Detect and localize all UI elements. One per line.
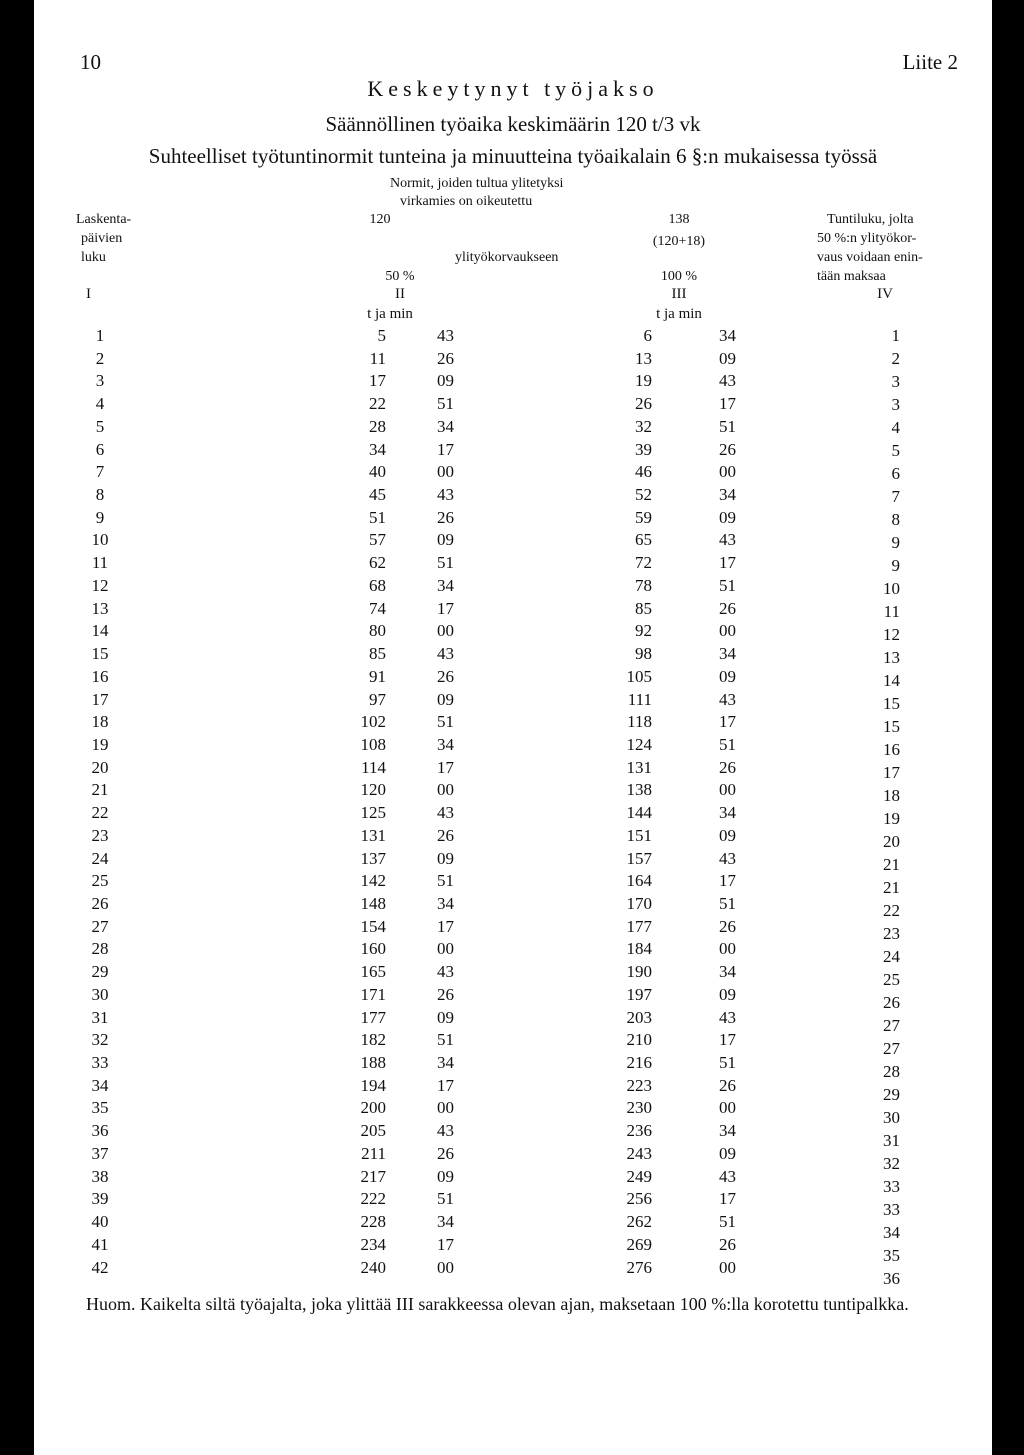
- cell-ii-hours: 74: [369, 598, 386, 618]
- cell-iii-minutes: 00: [719, 1257, 736, 1277]
- cell-ii-hours: 205: [360, 1121, 386, 1141]
- cell-ii-minutes: 17: [437, 1075, 454, 1095]
- cell-iii-minutes: 17: [719, 553, 736, 573]
- cell-iii-minutes: 00: [719, 621, 736, 641]
- cell-day: 42: [91, 1257, 109, 1277]
- cell-ii-hours: 194: [360, 1075, 386, 1095]
- cell-iii-minutes: 34: [719, 644, 736, 664]
- cell-iii-minutes: 09: [719, 1143, 736, 1163]
- col1-header-line3: luku: [81, 250, 106, 265]
- cell-iii-minutes: 34: [719, 326, 736, 345]
- cell-ii-hours: 125: [360, 803, 386, 823]
- document-title: Keskeytynyt työjakso: [367, 76, 659, 101]
- cell-iv-hours: 24: [883, 947, 900, 966]
- cell-iii-hours: 78: [635, 575, 652, 595]
- cell-ii-hours: 80: [369, 621, 386, 641]
- cell-ii-hours: 34: [369, 439, 386, 459]
- cell-day: 33: [91, 1053, 109, 1073]
- cell-ii-minutes: 43: [437, 644, 454, 664]
- cell-day: 27: [91, 916, 109, 936]
- cell-iv-hours: 8: [891, 510, 900, 529]
- cell-iv-hours: 3: [891, 395, 900, 414]
- cell-iii-minutes: 09: [719, 507, 736, 527]
- cell-iii-minutes: 34: [719, 803, 736, 823]
- cell-ii-hours: 114: [361, 757, 386, 777]
- cell-iv-hours: 35: [883, 1246, 900, 1265]
- cell-day: 38: [91, 1166, 109, 1186]
- cell-ii-hours: 228: [360, 1212, 386, 1232]
- cell-iii-minutes: 17: [719, 871, 736, 891]
- cell-day: 3: [95, 371, 105, 391]
- cell-iii-hours: 131: [626, 757, 652, 777]
- cell-ii-minutes: 09: [437, 848, 454, 868]
- cell-iii-hours: 118: [627, 712, 652, 732]
- cell-ii-hours: 108: [360, 734, 386, 754]
- cell-iii-hours: 72: [635, 553, 652, 573]
- cell-iii-hours: 236: [626, 1121, 652, 1141]
- cell-ii-minutes: 00: [437, 462, 454, 482]
- cell-ii-hours: 40: [369, 462, 386, 482]
- cell-ii-hours: 102: [360, 712, 386, 732]
- cell-ii-hours: 45: [369, 485, 386, 505]
- cell-day: 13: [91, 598, 109, 618]
- cell-iv-hours: 6: [891, 464, 900, 483]
- cell-iv-hours: 27: [883, 1039, 900, 1058]
- col1-roman-label: I: [86, 286, 91, 302]
- cell-iv-hours: 28: [883, 1062, 900, 1081]
- cell-iii-hours: 98: [635, 644, 652, 664]
- cell-iv-hours: 15: [883, 717, 900, 736]
- cell-ii-minutes: 26: [437, 348, 454, 368]
- cell-day: 12: [91, 575, 109, 595]
- cell-ii-minutes: 43: [437, 485, 454, 505]
- cell-ii-hours: 51: [369, 507, 386, 527]
- col2-unit-label: t ja min: [367, 306, 413, 322]
- cell-day: 26: [91, 894, 109, 913]
- cell-iii-minutes: 43: [719, 1007, 736, 1027]
- cell-iv-hours: 26: [883, 993, 900, 1012]
- cell-ii-hours: 28: [369, 416, 386, 436]
- col1-header-line1: Laskenta-: [76, 212, 132, 227]
- cell-ii-hours: 17: [369, 371, 386, 391]
- cell-iv-hours: 32: [883, 1154, 900, 1173]
- cell-iii-hours: 190: [626, 962, 652, 982]
- cell-iii-hours: 223: [626, 1075, 652, 1095]
- cell-iii-minutes: 34: [719, 485, 736, 505]
- cell-iv-hours: 11: [883, 602, 900, 621]
- cell-iii-hours: 26: [635, 394, 652, 414]
- cell-ii-minutes: 09: [437, 1166, 454, 1186]
- cell-ii-hours: 182: [360, 1030, 386, 1050]
- cell-iii-minutes: 26: [719, 598, 736, 618]
- cell-day: 32: [91, 1030, 109, 1050]
- cell-iii-minutes: 51: [719, 416, 736, 436]
- subtitle-relative-norms: Suhteelliset työtuntinormit tunteina ja minuutteina työaikalain 6 §:n mukaisessa työssä: [148, 144, 878, 168]
- cell-ii-hours: 22: [369, 394, 386, 414]
- cell-ii-hours: 68: [369, 575, 386, 595]
- cell-iii-hours: 262: [626, 1212, 652, 1232]
- cell-ii-minutes: 17: [437, 1234, 454, 1254]
- col3-roman-label: III: [671, 286, 687, 302]
- cell-iv-hours: 13: [883, 648, 900, 667]
- cell-day: 14: [91, 621, 109, 641]
- cell-ii-minutes: 34: [437, 575, 454, 595]
- cell-ii-hours: 148: [360, 894, 386, 913]
- footnote: Huom. Kaikelta siltä työajalta, joka ylittää III sarakkeessa olevan ajan, maksetaan 100 %:lla korotettu tuntipalkka.: [86, 1294, 909, 1314]
- cell-iv-hours: 22: [883, 901, 900, 920]
- cell-iii-hours: 249: [626, 1166, 652, 1186]
- cell-iii-minutes: 43: [719, 848, 736, 868]
- cell-day: 40: [91, 1212, 109, 1232]
- cell-ii-minutes: 17: [437, 598, 454, 618]
- cell-iii-hours: 6: [643, 326, 652, 345]
- cell-iii-minutes: 09: [719, 348, 736, 368]
- cell-iii-minutes: 00: [719, 462, 736, 482]
- cell-day: 37: [91, 1143, 109, 1163]
- cell-iii-minutes: 17: [719, 712, 736, 732]
- cell-iii-minutes: 00: [719, 939, 736, 959]
- cell-iv-hours: 3: [891, 372, 900, 391]
- cell-iii-hours: 85: [635, 598, 652, 618]
- cell-iii-hours: 276: [626, 1257, 652, 1277]
- cell-day: 11: [91, 553, 109, 573]
- col2-roman-label: II: [395, 286, 405, 302]
- cell-ii-hours: 240: [360, 1257, 386, 1277]
- cell-iii-minutes: 26: [719, 439, 736, 459]
- cell-iii-minutes: 26: [719, 757, 736, 777]
- cell-ii-minutes: 34: [437, 734, 454, 754]
- cell-iii-hours: 177: [626, 916, 652, 936]
- subtitle-regular-hours: Säännöllinen työaika keskimäärin 120 t/3 vk: [325, 112, 701, 136]
- col4-header-line4: tään maksaa: [817, 269, 886, 284]
- norms-caption-line2: virkamies on oikeutettu: [400, 194, 533, 209]
- cell-iii-minutes: 00: [719, 780, 736, 800]
- cell-ii-minutes: 00: [437, 1257, 454, 1277]
- cell-iv-hours: 33: [883, 1200, 900, 1219]
- cell-iv-hours: 2: [891, 349, 900, 368]
- cell-day: 10: [91, 530, 109, 550]
- cell-ii-hours: 11: [369, 348, 386, 368]
- cell-iii-minutes: 51: [719, 1212, 736, 1232]
- cell-ii-hours: 234: [360, 1234, 386, 1254]
- cell-ii-hours: 57: [369, 530, 386, 550]
- cell-iii-hours: 197: [626, 984, 652, 1004]
- cell-ii-minutes: 43: [437, 326, 454, 345]
- cell-iii-hours: 151: [626, 825, 652, 845]
- cell-ii-hours: 97: [369, 689, 386, 709]
- cell-ii-hours: 177: [360, 1007, 386, 1027]
- cell-day: 31: [91, 1007, 109, 1027]
- cell-day: 5: [95, 416, 105, 436]
- cell-iii-minutes: 26: [719, 1234, 736, 1254]
- cell-day: 8: [95, 485, 105, 505]
- cell-day: 39: [91, 1189, 109, 1209]
- cell-ii-minutes: 51: [437, 553, 454, 573]
- cell-ii-hours: 154: [360, 916, 386, 936]
- cell-iii-minutes: 17: [719, 1030, 736, 1050]
- cell-day: 20: [91, 757, 109, 777]
- cell-iv-hours: 21: [883, 855, 900, 874]
- cell-day: 41: [91, 1234, 109, 1254]
- col4-header-line3: vaus voidaan enin-: [817, 250, 923, 265]
- cell-ii-minutes: 51: [437, 1030, 454, 1050]
- cell-ii-hours: 85: [369, 644, 386, 664]
- cell-ii-minutes: 34: [437, 1212, 454, 1232]
- cell-iii-minutes: 26: [719, 1075, 736, 1095]
- cell-ii-minutes: 09: [437, 371, 454, 391]
- cell-iv-hours: 7: [891, 487, 900, 506]
- cell-iii-minutes: 09: [719, 984, 736, 1004]
- cell-ii-minutes: 09: [437, 689, 454, 709]
- cell-iv-hours: 36: [883, 1269, 900, 1288]
- cell-iv-hours: 17: [883, 763, 900, 782]
- cell-iv-hours: 23: [883, 924, 900, 943]
- cell-iii-minutes: 51: [719, 575, 736, 595]
- cell-iv-hours: 15: [883, 694, 900, 713]
- cell-iii-hours: 230: [626, 1098, 652, 1118]
- cell-iii-hours: 184: [626, 939, 652, 959]
- norms-caption-line1: Normit, joiden tultua ylitetyksi: [390, 176, 564, 191]
- cell-iv-hours: 1: [891, 326, 900, 345]
- cell-iii-hours: 92: [635, 621, 652, 641]
- cell-ii-minutes: 51: [437, 394, 454, 414]
- cell-iv-hours: 20: [883, 832, 900, 851]
- col4-header-line1: Tuntiluku, jolta: [827, 212, 914, 227]
- col2-percent: 50 %: [385, 269, 415, 284]
- cell-iii-hours: 19: [635, 371, 652, 391]
- cell-day: 25: [91, 871, 109, 891]
- cell-ii-minutes: 43: [437, 803, 454, 823]
- cell-ii-minutes: 43: [437, 962, 454, 982]
- cell-iii-hours: 59: [635, 507, 652, 527]
- cell-day: 36: [91, 1121, 109, 1141]
- cell-ii-minutes: 34: [437, 416, 454, 436]
- cell-iii-minutes: 09: [719, 666, 736, 686]
- cell-iv-hours: 9: [891, 556, 900, 575]
- cell-ii-minutes: 00: [437, 780, 454, 800]
- cell-day: 9: [95, 507, 105, 527]
- cell-ii-minutes: 26: [437, 507, 454, 527]
- cell-day: 35: [91, 1098, 109, 1118]
- cell-day: 1: [95, 326, 105, 345]
- cell-ii-minutes: 17: [437, 439, 454, 459]
- cell-iv-hours: 27: [883, 1016, 900, 1035]
- col4-roman-label: IV: [877, 286, 893, 302]
- cell-iii-hours: 170: [626, 894, 652, 913]
- cell-day: 17: [91, 689, 109, 709]
- cell-iii-minutes: 43: [719, 1166, 736, 1186]
- cell-iii-minutes: 09: [719, 825, 736, 845]
- cell-iv-hours: 9: [891, 533, 900, 552]
- cell-day: 4: [95, 394, 105, 414]
- cell-iii-minutes: 34: [719, 1121, 736, 1141]
- cell-iii-minutes: 51: [719, 1053, 736, 1073]
- cell-ii-hours: 62: [369, 553, 386, 573]
- cell-ii-hours: 171: [360, 984, 386, 1004]
- cell-day: 24: [91, 848, 109, 868]
- cell-ii-minutes: 00: [437, 621, 454, 641]
- cell-day: 34: [91, 1075, 109, 1095]
- cell-iii-minutes: 17: [719, 1189, 736, 1209]
- cell-iii-minutes: 43: [719, 371, 736, 391]
- cell-ii-minutes: 26: [437, 984, 454, 1004]
- cell-day: 16: [91, 666, 109, 686]
- cell-iii-hours: 138: [626, 780, 652, 800]
- cell-ii-hours: 5: [377, 326, 386, 345]
- cell-ii-hours: 131: [360, 825, 386, 845]
- cell-iii-hours: 256: [626, 1189, 652, 1209]
- col1-header-line2: päivien: [81, 231, 123, 246]
- col3-norm-138: 138: [668, 212, 690, 227]
- cell-ii-minutes: 34: [437, 1053, 454, 1073]
- cell-day: 22: [91, 803, 109, 823]
- cell-ii-minutes: 26: [437, 1143, 454, 1163]
- cell-iv-hours: 33: [883, 1177, 900, 1196]
- cell-iv-hours: 5: [891, 441, 900, 460]
- cell-ii-minutes: 26: [437, 825, 454, 845]
- cell-iv-hours: 34: [883, 1223, 900, 1242]
- cell-day: 2: [95, 348, 105, 368]
- cell-iii-minutes: 43: [719, 530, 736, 550]
- cell-day: 6: [95, 439, 105, 459]
- cell-iii-hours: 65: [635, 530, 652, 550]
- cell-iv-hours: 29: [883, 1085, 900, 1104]
- cell-ii-hours: 91: [369, 666, 386, 686]
- cell-ii-hours: 217: [360, 1166, 386, 1186]
- cell-ii-hours: 160: [360, 939, 386, 959]
- cell-ii-minutes: 51: [437, 712, 454, 732]
- appendix-label: Liite 2: [902, 50, 958, 74]
- cell-day: 29: [91, 962, 109, 982]
- cell-iii-hours: 111: [627, 689, 652, 709]
- cell-ii-hours: 142: [360, 871, 386, 891]
- col2-norm-120: 120: [369, 212, 391, 227]
- cell-iii-hours: 39: [635, 439, 652, 459]
- cell-iii-hours: 124: [626, 734, 652, 754]
- cell-ii-minutes: 43: [437, 1121, 454, 1141]
- cell-iv-hours: 10: [883, 579, 900, 598]
- cell-iii-hours: 52: [635, 485, 652, 505]
- cell-iii-hours: 157: [626, 848, 652, 868]
- cell-iii-minutes: 43: [719, 689, 736, 709]
- cell-iv-hours: 21: [883, 878, 900, 897]
- cell-iii-hours: 210: [626, 1030, 652, 1050]
- page-number: 10: [80, 50, 101, 74]
- cell-iii-minutes: 51: [719, 734, 736, 754]
- cell-iii-hours: 46: [635, 462, 652, 482]
- cell-iii-hours: 243: [626, 1143, 652, 1163]
- col3-percent: 100 %: [660, 269, 698, 284]
- cell-iii-minutes: 26: [719, 916, 736, 936]
- cell-iii-hours: 13: [635, 348, 652, 368]
- cell-day: 19: [91, 734, 109, 754]
- cell-iii-minutes: 34: [719, 962, 736, 982]
- cell-iii-hours: 164: [626, 871, 652, 891]
- cell-iv-hours: 25: [883, 970, 900, 989]
- cell-iii-minutes: 17: [719, 394, 736, 414]
- cell-iv-hours: 14: [883, 671, 900, 690]
- cell-day: 18: [91, 712, 109, 732]
- cell-ii-minutes: 51: [437, 1189, 454, 1209]
- cell-ii-minutes: 34: [437, 894, 454, 913]
- cell-ii-minutes: 09: [437, 1007, 454, 1027]
- document-page: [34, 0, 992, 1455]
- cell-iii-hours: 269: [626, 1234, 652, 1254]
- cell-ii-hours: 137: [360, 848, 386, 868]
- cell-day: 15: [91, 644, 109, 664]
- cell-day: 7: [95, 462, 105, 482]
- overtime-compensation-label: ylityökorvaukseen: [455, 250, 559, 265]
- cell-day: 28: [91, 939, 109, 959]
- cell-ii-minutes: 00: [437, 1098, 454, 1118]
- cell-day: 30: [91, 984, 109, 1004]
- cell-iv-hours: 4: [891, 418, 900, 437]
- cell-ii-minutes: 09: [437, 530, 454, 550]
- cell-iii-minutes: 51: [719, 894, 736, 913]
- cell-iii-hours: 32: [635, 416, 652, 436]
- cell-iv-hours: 31: [883, 1131, 900, 1150]
- col4-header-line2: 50 %:n ylityökor-: [817, 231, 917, 246]
- cell-iii-hours: 105: [626, 666, 652, 686]
- cell-iii-minutes: 00: [719, 1098, 736, 1118]
- cell-ii-hours: 188: [360, 1053, 386, 1073]
- cell-ii-minutes: 51: [437, 871, 454, 891]
- cell-iv-hours: 30: [883, 1108, 900, 1127]
- cell-ii-minutes: 17: [437, 757, 454, 777]
- cell-ii-hours: 222: [360, 1189, 386, 1209]
- cell-ii-minutes: 17: [437, 916, 454, 936]
- cell-iv-hours: 16: [883, 740, 900, 759]
- cell-ii-minutes: 00: [437, 939, 454, 959]
- cell-day: 23: [91, 825, 109, 845]
- cell-iii-hours: 203: [626, 1007, 652, 1027]
- cell-iv-hours: 12: [883, 625, 900, 644]
- cell-ii-hours: 211: [361, 1143, 386, 1163]
- cell-ii-minutes: 26: [437, 666, 454, 686]
- cell-iii-hours: 216: [626, 1053, 652, 1073]
- cell-ii-hours: 200: [360, 1098, 386, 1118]
- cell-ii-hours: 165: [360, 962, 386, 982]
- cell-day: 21: [91, 780, 109, 800]
- col3-unit-label: t ja min: [656, 306, 702, 322]
- cell-iv-hours: 18: [883, 786, 900, 805]
- col3-norm-breakdown: (120+18): [652, 234, 706, 249]
- cell-iii-hours: 144: [626, 803, 652, 823]
- cell-iv-hours: 19: [883, 809, 900, 828]
- cell-ii-hours: 120: [360, 780, 386, 800]
